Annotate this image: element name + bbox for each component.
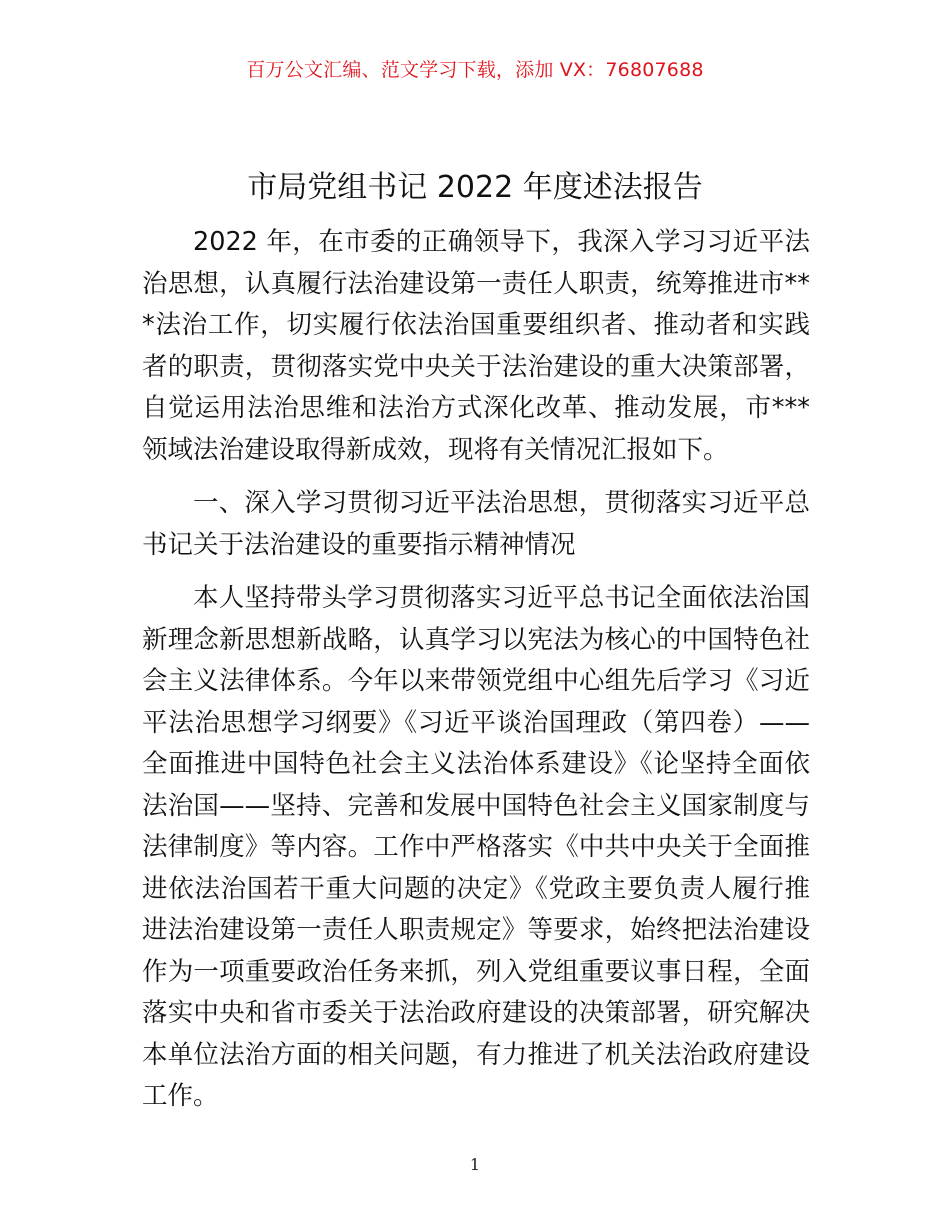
body-paragraph: 本人坚持带头学习贯彻落实习近平总书记全面依法治国新理念新思想新战略，认真学习以宪法为核心的中国特色社会主义法律体系。今年以来带领党组中心组先后学习《习近平法治思想学习纲要》《习近平谈治国理政（第四卷）——全面推进中国特色社会主义法治体系建设》《论坚持全面依法治国——坚持、完善和发展中国特色社会主义国家制度与法律制度》等内容。工作中严格落实《中共中央关于全面推进依法治国若干重大问题的决定》《党政主要负责人履行推进法治建设第一责任人职责规定》等要求，始终把法治建设作为一项重要政治任务来抓，列入党组重要议事日程，全面落实中央和省市委关于法治政府建设的决策部署，研究解决本单位法治方面的相关问题，有力推进了机关法治政府建设工作。 — [142, 583, 810, 1111]
intro-paragraph: 2022 年，在市委的正确领导下，我深入学习习近平法治思想，认真履行法治建设第一责任人职责，统筹推进市***法治工作，切实履行依法治国重要组织者、推动者和实践者的职责，贯彻落实党中央关于法治建设的重大决策部署，自觉运用法治思维和法治方式深化改革、推动发展，市***领域法治建设取得新成效，现将有关情况汇报如下。 — [142, 227, 810, 465]
section-heading-1: 一、深入学习贯彻习近平法治思想，贯彻落实习近平总书记关于法治建设的重要指示精神情况 — [142, 488, 810, 560]
document-title: 市局党组书记 2022 年度述法报告 — [247, 170, 703, 205]
document-body — [142, 222, 810, 1130]
page-number: 1 — [469, 1155, 481, 1174]
promo-header-text: 百万公文汇编、范文学习下载，添加 VX：76807688 — [246, 59, 704, 81]
